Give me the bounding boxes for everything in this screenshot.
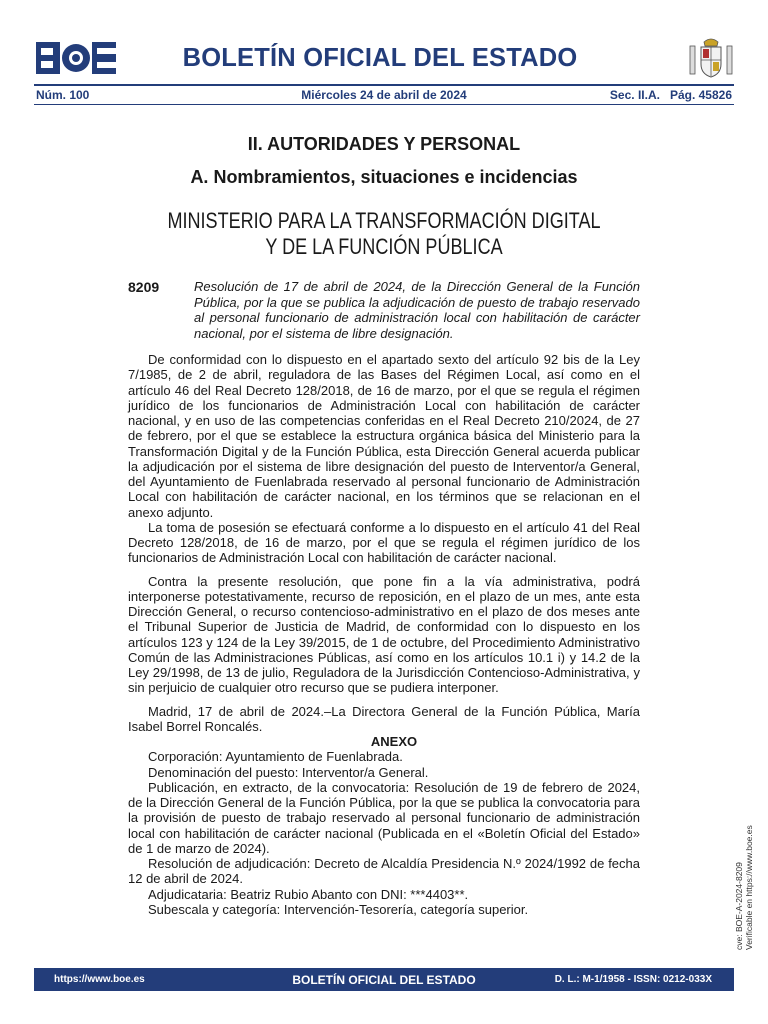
footer-bar xyxy=(34,968,734,991)
ministry-line-2: Y DE LA FUNCIÓN PÚBLICA xyxy=(265,234,503,259)
annex-line: Subescala y categoría: Intervención-Tesorería, categoría superior. xyxy=(148,901,529,917)
verification-link[interactable]: Verificable en https://www.boe.es xyxy=(744,825,754,950)
issue-date: Miércoles 24 de abril de 2024 xyxy=(301,88,467,102)
body-paragraph: La toma de posesión se efectuará conforme a lo dispuesto en el artículo 41 del Real Decreto 128/2018, de 16 de marzo, por el que se regula el régimen jurídico de los funcionarios de Administración Local con habilitación de carácter nacional. xyxy=(128,519,640,566)
section-page: Sec. II.A. Pág. 45826 xyxy=(609,88,732,102)
body-paragraph: Madrid, 17 de abril de 2024.–La Directora General de la Función Pública, María Isabel Borrel Roncalés. xyxy=(128,703,640,734)
ministry-line-1: MINISTERIO PARA LA TRANSFORMACIÓN DIGITAL xyxy=(167,208,601,233)
coat-of-arms-icon xyxy=(688,36,734,80)
footer-url-link[interactable]: https://www.boe.es xyxy=(54,974,145,985)
verification-note xyxy=(734,690,754,950)
body-paragraph: Contra la presente resolución, que pone fin a la vía administrativa, podrá interponerse potestativamente, recurso de reposición, en el plazo de un mes, ante esta Dirección General, o recurso contencioso-administrativo en el plazo de dos meses ante el Tribunal Superior de Justicia de Madrid, de conformidad con lo dispuesto en los artículos 123 y 124 de la Ley 39/2015, de 1 de octubre, del Procedimiento Administrativo Común de las Administraciones Públicas, así como en los artículos 10.1 i) y 14.2 de la Ley 29/1998, de 13 de julio, Reguladora de la Jurisdicción Contencioso-Administrativa, y sin perjuicio de cualquier otro recurso que se pudiera interponer. xyxy=(128,573,640,696)
subsection-title: A. Nombramientos, situaciones e incidencias xyxy=(190,167,578,187)
disposition-summary: Resolución de 17 de abril de 2024, de la Dirección General de la Función Pública, por la que se publica la adjudicación de puesto de trabajo reservado al personal funcionario de administración local con habilitación de carácter nacional, por el sistema de libre designación. xyxy=(194,279,640,342)
footer-title: BOLETÍN OFICIAL DEL ESTADO xyxy=(292,973,476,987)
section-title: II. AUTORIDADES Y PERSONAL xyxy=(247,134,521,154)
header-rule xyxy=(34,84,734,86)
cve-code: cve: BOE-A-2024-8209 xyxy=(734,862,744,950)
annex-list xyxy=(128,749,640,917)
annex-line: Resolución de adjudicación: Decreto de Alcaldía Presidencia N.º 2024/1992 de fecha 12 de abril de 2024. xyxy=(128,856,640,887)
annex-line: Publicación, en extracto, de la convocatoria: Resolución de 19 de febrero de 2024, de la Dirección General de la Función Pública, por la que se publica la convocatoria para la provisión de puesto de trabajo reservado al personal funcionario de administración local con habilitación de carácter nacional (Publicada en el «Boletín Oficial del Estado» de 1 de marzo de 2024). xyxy=(128,779,640,856)
issue-number: Núm. 100 xyxy=(36,88,90,102)
annex-title: ANEXO xyxy=(370,734,418,749)
header-rule-bottom xyxy=(34,104,734,105)
annex-line: Adjudicataria: Beatriz Rubio Abanto con DNI: ***4403**. xyxy=(148,886,469,902)
body-text xyxy=(128,352,640,917)
footer-legal-deposit: D. L.: M-1/1958 - ISSN: 0212-033X xyxy=(554,974,712,985)
body-paragraph: De conformidad con lo dispuesto en el apartado sexto del artículo 92 bis de la Ley 7/1985, de 2 de abril, reguladora de las Bases del Régimen Local, así como en el artículo 46 del Real Decreto 128/2018, de 16 de marzo, por el que se regula el régimen jurídico de los funcionarios de Administración Local con habilitación de carácter nacional, y en uso de las competencias conferidas en el Real Decreto 210/2024, de 27 de febrero, por el que se establece la estructura orgánica básica del Ministerio para la Transformación Digital y de la Función Pública, esta Dirección General acuerda publicar la adjudicación por el sistema de libre designación del puesto de Interventor/a General, del Ayuntamiento de Fuenlabrada reservado al personal funcionario de Administración Local con habilitación de carácter nacional, en los términos que se relacionan en el anexo adjunto. xyxy=(128,352,640,520)
annex-line: Corporación: Ayuntamiento de Fuenlabrada. xyxy=(148,749,403,765)
ministry-heading xyxy=(69,208,699,260)
masthead-title: BOLETÍN OFICIAL DEL ESTADO xyxy=(182,44,578,72)
annex-line: Denominación del puesto: Interventor/a General. xyxy=(148,764,429,780)
boe-logo xyxy=(36,42,116,74)
disposition-number: 8209 xyxy=(128,279,160,295)
